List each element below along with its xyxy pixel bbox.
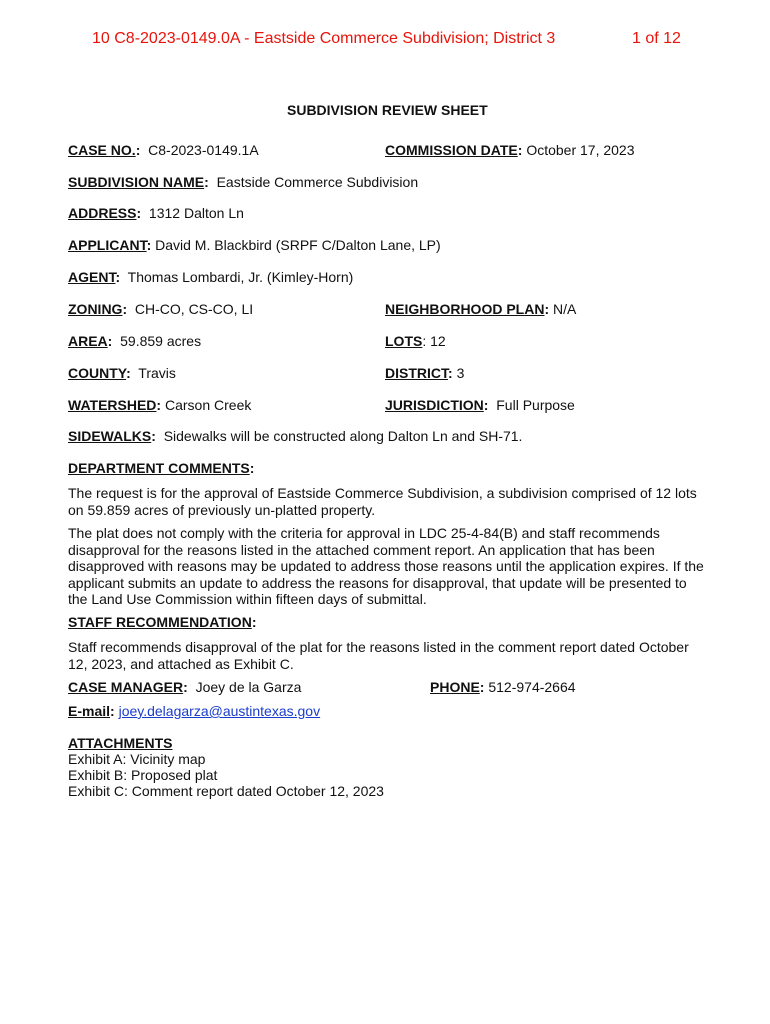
department-comments-paragraph-2: The plat does not comply with the criteria for approval in LDC 25-4-84(B) and staff recommends disapproval for the reasons listed in the attached comment report. An application that has been disapproved with reasons may be updated to address those reasons until the application expires. If the applicant submits an update to address the reasons for disapproval, that update will be presented to the Land Use Commission within fifteen days of submittal. — [68, 525, 704, 607]
watershed-value: Carson Creek — [164, 397, 252, 413]
district-label: DISTRICT — [385, 365, 448, 381]
lots-row: LOTS: 12 — [385, 333, 446, 349]
neighborhood-plan-value: N/A — [553, 301, 577, 317]
email-label: E-mail — [68, 703, 111, 719]
phone-label: PHONE — [430, 679, 480, 695]
district-row: DISTRICT: 3 — [385, 365, 465, 381]
subdivision-name-value: Eastside Commerce Subdivision — [216, 174, 419, 190]
applicant-value: David M. Blackbird (SRPF C/Dalton Lane, LP) — [155, 237, 441, 253]
department-comments-label: DEPARTMENT COMMENTS — [68, 460, 250, 476]
commission-date-row: COMMISSION DATE: October 17, 2023 — [385, 142, 635, 158]
sidewalks-row: SIDEWALKS: Sidewalks will be constructed along Dalton Ln and SH-71. — [68, 428, 523, 444]
watershed-row: WATERSHED: Carson Creek — [68, 397, 252, 413]
agent-value: Thomas Lombardi, Jr. (Kimley-Horn) — [127, 269, 354, 285]
attachment-item: Exhibit C: Comment report dated October 12, 2023 — [68, 783, 384, 799]
commission-date-label: COMMISSION DATE — [385, 142, 518, 158]
phone-row: PHONE: 512-974-2664 — [430, 679, 576, 695]
page-title: SUBDIVISION REVIEW SHEET — [287, 102, 488, 118]
attachment-item: Exhibit B: Proposed plat — [68, 767, 218, 783]
watershed-label: WATERSHED — [68, 397, 157, 413]
case-manager-label: CASE MANAGER — [68, 679, 184, 695]
phone-value: 512-974-2664 — [488, 679, 576, 695]
zoning-value: CH-CO, CS-CO, LI — [134, 301, 254, 317]
zoning-row: ZONING: CH-CO, CS-CO, LI — [68, 301, 254, 317]
address-label: ADDRESS — [68, 205, 137, 221]
neighborhood-plan-label: NEIGHBORHOOD PLAN — [385, 301, 545, 317]
department-comments-paragraph-1: The request is for the approval of Eastside Commerce Subdivision, a subdivision comprised of 12 lots on 59.859 acres of previously un-platted property. — [68, 485, 697, 518]
address-row: ADDRESS: 1312 Dalton Ln — [68, 205, 244, 221]
case-manager-value: Joey de la Garza — [195, 679, 302, 695]
case-no-row: CASE NO.: C8-2023-0149.1A — [68, 142, 259, 158]
document-header-title: 10 C8-2023-0149.0A - Eastside Commerce Subdivision; District 3 — [92, 30, 556, 47]
case-no-label: CASE NO. — [68, 142, 136, 158]
zoning-label: ZONING — [68, 301, 123, 317]
sidewalks-value: Sidewalks will be constructed along Dalton Ln and SH-71. — [163, 428, 523, 444]
staff-recommendation-text: Staff recommends disapproval of the plat for the reasons listed in the comment report dated October 12, 2023, and attached as Exhibit C. — [68, 639, 689, 672]
email-link[interactable]: joey.delagarza@austintexas.gov — [118, 703, 321, 719]
agent-label: AGENT — [68, 269, 116, 285]
district-value: 3 — [456, 365, 465, 381]
staff-recommendation-heading: STAFF RECOMMENDATION: — [68, 614, 257, 630]
county-row: COUNTY: Travis — [68, 365, 176, 381]
staff-recommendation-label: STAFF RECOMMENDATION — [68, 614, 252, 630]
email-row: E-mail: joey.delagarza@austintexas.gov — [68, 703, 321, 719]
attachment-item: Exhibit A: Vicinity map — [68, 751, 206, 767]
jurisdiction-label: JURISDICTION — [385, 397, 484, 413]
page-indicator: 1 of 12 — [632, 30, 681, 47]
sidewalks-label: SIDEWALKS — [68, 428, 152, 444]
address-value: 1312 Dalton Ln — [148, 205, 244, 221]
attachments-section — [68, 735, 384, 799]
lots-label: LOTS — [385, 333, 423, 349]
attachments-heading: ATTACHMENTS — [68, 735, 173, 751]
case-no-value: C8-2023-0149.1A — [148, 142, 259, 158]
applicant-label: APPLICANT — [68, 237, 147, 253]
jurisdiction-value: Full Purpose — [496, 397, 575, 413]
commission-date-value: October 17, 2023 — [526, 142, 635, 158]
case-manager-row: CASE MANAGER: Joey de la Garza — [68, 679, 302, 695]
agent-row: AGENT: Thomas Lombardi, Jr. (Kimley-Horn) — [68, 269, 354, 285]
area-row: AREA: 59.859 acres — [68, 333, 202, 349]
department-comments-heading: DEPARTMENT COMMENTS: — [68, 460, 255, 476]
county-value: Travis — [138, 365, 176, 381]
county-label: COUNTY — [68, 365, 127, 381]
jurisdiction-row: JURISDICTION: Full Purpose — [385, 397, 575, 413]
neighborhood-plan-row: NEIGHBORHOOD PLAN: N/A — [385, 301, 577, 317]
area-label: AREA — [68, 333, 108, 349]
subdivision-name-row: SUBDIVISION NAME: Eastside Commerce Subdivision — [68, 174, 419, 190]
subdivision-name-label: SUBDIVISION NAME — [68, 174, 205, 190]
applicant-row: APPLICANT: David M. Blackbird (SRPF C/Dalton Lane, LP) — [68, 237, 441, 253]
area-value: 59.859 acres — [120, 333, 202, 349]
lots-value: 12 — [430, 333, 446, 349]
